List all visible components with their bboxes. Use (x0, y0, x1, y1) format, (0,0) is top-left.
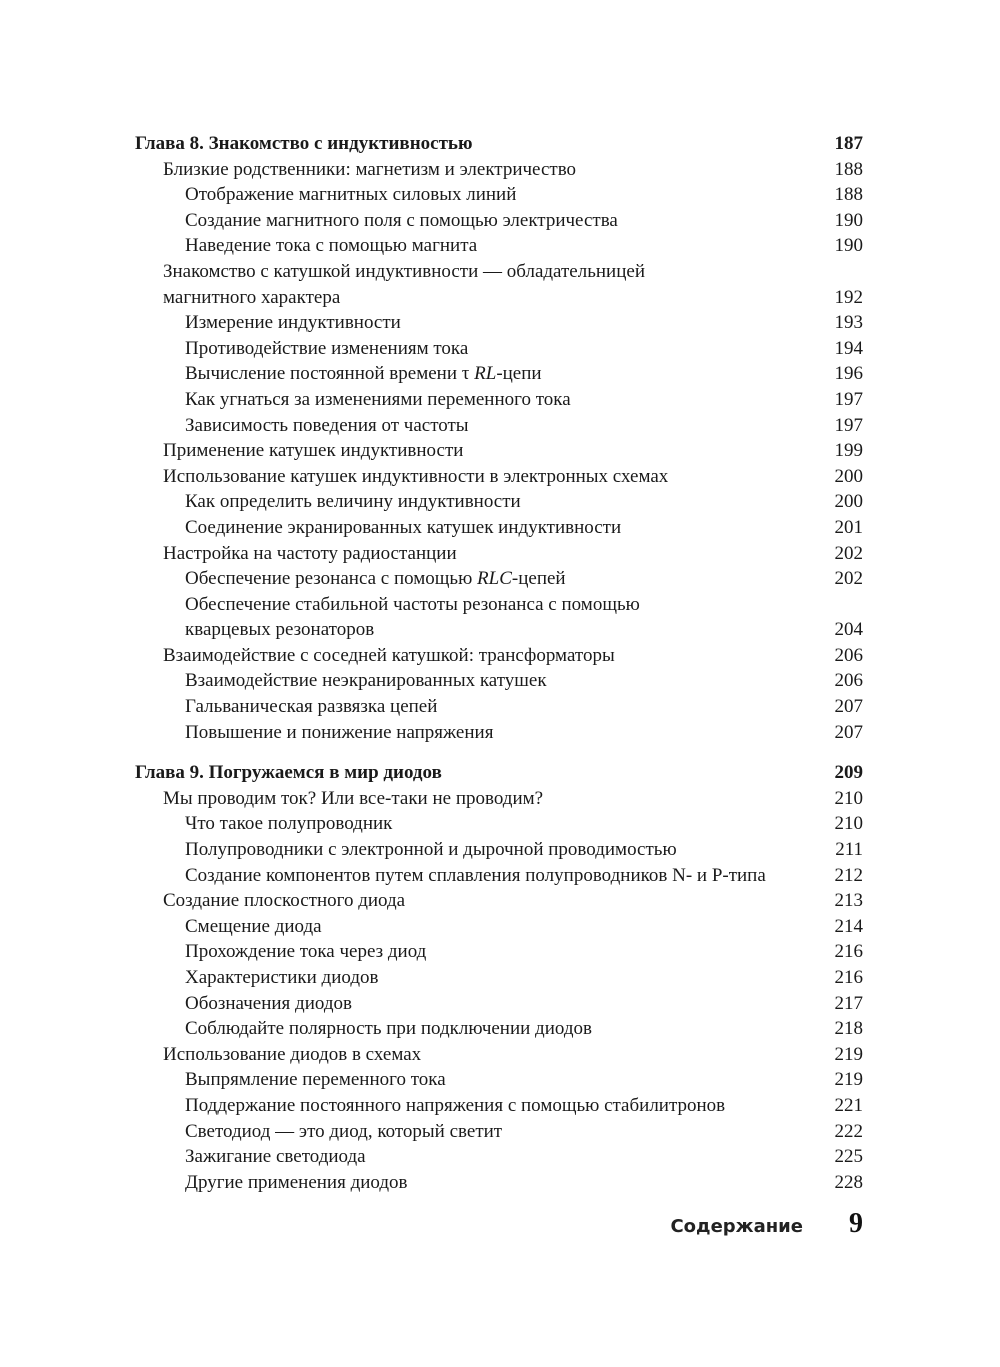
toc-entry-page-number: 192 (834, 286, 863, 308)
toc-entry-title (135, 464, 815, 490)
toc-entry-page-number: 209 (834, 762, 863, 784)
toc-entry-page-number: 190 (834, 209, 863, 231)
toc-entry-title (135, 1170, 815, 1196)
toc-entry-title-text: Близкие родственники: магнетизм и электричество (163, 158, 577, 180)
toc-entry-title-text: Повышение и понижение напряжения (185, 721, 494, 743)
toc-entry-page-number: 225 (834, 1146, 863, 1168)
toc-entry-page-number: 211 (835, 839, 863, 861)
toc-entry-title (135, 233, 815, 259)
toc-entry-page-number: 196 (834, 363, 863, 385)
toc-entry-title-text: Мы проводим ток? Или все-таки не проводим? (163, 787, 544, 809)
toc-entry-page-number: 217 (834, 992, 863, 1014)
toc-entry-page-number: 218 (834, 1018, 863, 1040)
toc-chapter (135, 760, 863, 1195)
toc-entry-page-number: 221 (834, 1094, 863, 1116)
toc-entry-page-number: 202 (834, 568, 863, 590)
running-footer-title: Содержание (670, 1216, 803, 1237)
toc-entry-title-text: Взаимодействие неэкранированных катушек (185, 670, 547, 692)
toc-entry-title-text: Что такое полупроводник (185, 813, 393, 835)
toc-subsection-entry (135, 694, 863, 720)
toc-entry-page-number: 214 (834, 915, 863, 937)
toc-entry-title-text: Взаимодействие с соседней катушкой: трансформаторы (163, 644, 615, 666)
toc-entry-title (135, 592, 843, 618)
toc-entry-title-text: Смещение диода (185, 915, 322, 937)
toc-entry-title-text: Светодиод — это диод, который светит (185, 1120, 503, 1142)
toc-entry-title-text: Характеристики диодов (185, 967, 379, 988)
toc-entry-title (135, 387, 815, 413)
toc-subsection-entry (135, 1067, 863, 1093)
toc-entry-title-text: кварцевых резонаторов (185, 619, 375, 641)
toc-entry-page-number: 204 (834, 619, 863, 641)
toc-entry-page-number: 201 (834, 516, 863, 538)
toc-entry-italic-term: RL (474, 363, 497, 385)
toc-subsection-entry (135, 965, 863, 991)
toc-entry-title (135, 694, 815, 720)
toc-subsection-entry (135, 1144, 863, 1170)
toc-entry-title (135, 991, 815, 1017)
toc-entry-page-number: 207 (834, 696, 863, 718)
toc-subsection-entry (135, 361, 863, 387)
toc-entry-title (135, 811, 815, 837)
toc-entry-title (135, 515, 815, 541)
toc-entry-title (135, 541, 815, 567)
toc-entry-title (135, 131, 815, 157)
page-number: 9 (849, 1208, 863, 1239)
toc-entry-title-suffix: -цепей (511, 568, 566, 590)
toc-entry-page-number: 210 (834, 787, 863, 809)
toc-subsection-entry (135, 837, 863, 863)
toc-entry-title (135, 837, 815, 863)
toc-entry-title-text: Зажигание светодиода (185, 1146, 366, 1168)
toc-entry-title (135, 786, 815, 812)
toc-entry-title (135, 643, 815, 669)
toc-entry-title (135, 720, 815, 746)
toc-entry-page-number: 202 (834, 542, 863, 564)
toc-subsection-entry (135, 811, 863, 837)
toc-entry-title (135, 1119, 815, 1145)
toc-entry-title-text: Отображение магнитных силовых линий (185, 184, 517, 206)
toc-entry-title-text: Зависимость поведения от частоты (185, 414, 469, 436)
toc-entry-title (135, 208, 815, 234)
toc-chapter-heading (135, 760, 863, 786)
toc-entry-title (135, 1016, 815, 1042)
toc-entry-page-number: 200 (834, 491, 863, 513)
toc-entry-title-text: Использование катушек индуктивности в электронных схемах (163, 465, 669, 487)
toc-entry-title (135, 1042, 815, 1068)
toc-section-entry (135, 157, 863, 183)
toc-entry-title (135, 965, 815, 991)
toc-subsection-entry (135, 566, 863, 592)
toc-chapter-heading (135, 131, 863, 157)
toc-subsection-entry (135, 387, 863, 413)
toc-entry-title (135, 760, 815, 786)
toc-section-entry (135, 259, 863, 285)
toc-entry-title (135, 489, 815, 515)
toc-entry-title (135, 157, 815, 183)
toc-entry-page-number: 197 (834, 388, 863, 410)
toc-section-entry (135, 285, 863, 311)
toc-subsection-entry (135, 1016, 863, 1042)
toc-subsection-entry (135, 413, 863, 439)
toc-entry-title (135, 1093, 815, 1119)
toc-entry-page-number: 213 (834, 890, 863, 912)
toc-subsection-entry (135, 939, 863, 965)
toc-entry-title-text: Противодействие изменениям тока (185, 337, 469, 359)
toc-section-entry (135, 643, 863, 669)
toc-entry-title-text: Полупроводники с электронной и дырочной проводимостью (185, 839, 677, 861)
toc-entry-title-text: Гальваническая развязка цепей (185, 696, 438, 718)
toc-entry-title-text: Как угнаться за изменениями переменного тока (185, 388, 571, 410)
toc-entry-page-number: 206 (834, 644, 863, 666)
toc-entry-title-text: магнитного характера (163, 286, 341, 308)
table-of-contents (135, 131, 863, 1210)
toc-entry-title-text: Соединение экранированных катушек индуктивности (185, 516, 622, 538)
toc-entry-title (135, 863, 815, 889)
toc-section-entry (135, 786, 863, 812)
toc-section-entry (135, 888, 863, 914)
toc-entry-title (135, 361, 815, 387)
toc-entry-title-text: Обеспечение резонанса с помощью (185, 568, 478, 590)
toc-entry-title-text: Выпрямление переменного тока (185, 1069, 446, 1091)
toc-subsection-entry (135, 1093, 863, 1119)
toc-entry-title (135, 617, 815, 643)
toc-subsection-entry (135, 720, 863, 746)
toc-subsection-entry (135, 336, 863, 362)
toc-subsection-entry (135, 208, 863, 234)
toc-entry-page-number: 200 (834, 465, 863, 487)
toc-entry-title (135, 668, 815, 694)
toc-entry-title-text: Измерение индуктивности (185, 312, 401, 334)
toc-entry-title (135, 413, 815, 439)
toc-entry-page-number: 210 (834, 813, 863, 835)
toc-entry-page-number: 199 (834, 440, 863, 462)
toc-entry-page-number: 188 (834, 158, 863, 180)
toc-entry-title (135, 939, 815, 965)
toc-subsection-entry (135, 233, 863, 259)
toc-entry-page-number: 219 (834, 1069, 863, 1091)
toc-entry-page-number: 188 (834, 184, 863, 206)
toc-entry-title-text: Глава 9. Погружаемся в мир диодов (135, 762, 442, 784)
toc-entry-title-text: Соблюдайте полярность при подключении диодов (185, 1018, 592, 1040)
toc-entry-title-text: Как определить величину индуктивности (185, 491, 521, 513)
toc-entry-title-text: Знакомство с катушкой индуктивности — обладательницей (163, 260, 645, 282)
toc-section-entry (135, 541, 863, 567)
toc-subsection-entry (135, 863, 863, 889)
toc-entry-page-number: 197 (834, 414, 863, 436)
toc-entry-title-text: Создание магнитного поля с помощью электричества (185, 209, 618, 231)
toc-subsection-entry (135, 914, 863, 940)
toc-entry-title-text: Прохождение тока через диод (185, 941, 427, 963)
toc-section-entry (135, 438, 863, 464)
toc-entry-page-number: 193 (834, 312, 863, 334)
toc-subsection-entry (135, 182, 863, 208)
toc-entry-title (135, 1144, 815, 1170)
toc-entry-page-number: 194 (834, 337, 863, 359)
toc-entry-title-text: Обеспечение стабильной частоты резонанса с помощью (185, 593, 640, 615)
toc-entry-title-text: Обозначения диодов (185, 992, 352, 1014)
toc-entry-title-text: Другие применения диодов (185, 1171, 408, 1193)
toc-entry-title-text: Наведение тока с помощью магнита (185, 235, 478, 257)
toc-entry-page-number: 219 (834, 1043, 863, 1065)
toc-subsection-entry (135, 310, 863, 336)
toc-entry-title (135, 888, 815, 914)
toc-entry-title (135, 438, 815, 464)
toc-entry-title-text: Поддержание постоянного напряжения с помощью стабилитронов (185, 1094, 726, 1116)
toc-entry-title-text: Использование диодов в схемах (163, 1043, 422, 1065)
toc-subsection-entry (135, 1119, 863, 1145)
toc-entry-title (135, 566, 815, 592)
toc-entry-italic-term: RLC (477, 568, 512, 590)
toc-entry-title (135, 914, 815, 940)
toc-entry-title (135, 259, 843, 285)
toc-entry-page-number: 206 (834, 670, 863, 692)
toc-entry-title-suffix: -цепи (496, 363, 542, 385)
toc-subsection-entry (135, 592, 863, 618)
toc-chapter (135, 131, 863, 745)
toc-entry-title (135, 1067, 815, 1093)
toc-entry-title (135, 285, 815, 311)
toc-entry-title-text: Создание компонентов путем сплавления полупроводников N- и P-типа (185, 864, 766, 886)
toc-entry-page-number: 190 (834, 235, 863, 257)
toc-entry-title-text: Создание плоскостного диода (163, 890, 406, 912)
toc-entry-page-number: 216 (834, 967, 863, 988)
toc-entry-page-number: 207 (834, 721, 863, 743)
toc-entry-page-number: 212 (834, 864, 863, 886)
page-footer (600, 1208, 863, 1240)
toc-entry-title-text: Применение катушек индуктивности (163, 440, 464, 462)
toc-entry-title (135, 336, 815, 362)
toc-entry-page-number: 187 (834, 133, 863, 154)
toc-entry-title-text: Вычисление постоянной времени τ (185, 363, 475, 385)
toc-subsection-entry (135, 1170, 863, 1196)
toc-subsection-entry (135, 515, 863, 541)
toc-subsection-entry (135, 617, 863, 643)
toc-entry-title (135, 310, 815, 336)
toc-entry-page-number: 222 (834, 1120, 863, 1142)
toc-entry-page-number: 216 (834, 941, 863, 963)
toc-subsection-entry (135, 668, 863, 694)
toc-entry-title-text: Глава 8. Знакомство с индуктивностью (135, 133, 473, 154)
toc-subsection-entry (135, 991, 863, 1017)
toc-subsection-entry (135, 489, 863, 515)
toc-section-entry (135, 464, 863, 490)
toc-entry-page-number: 228 (834, 1171, 863, 1193)
toc-entry-title (135, 182, 815, 208)
toc-section-entry (135, 1042, 863, 1068)
toc-entry-title-text: Настройка на частоту радиостанции (163, 542, 457, 564)
